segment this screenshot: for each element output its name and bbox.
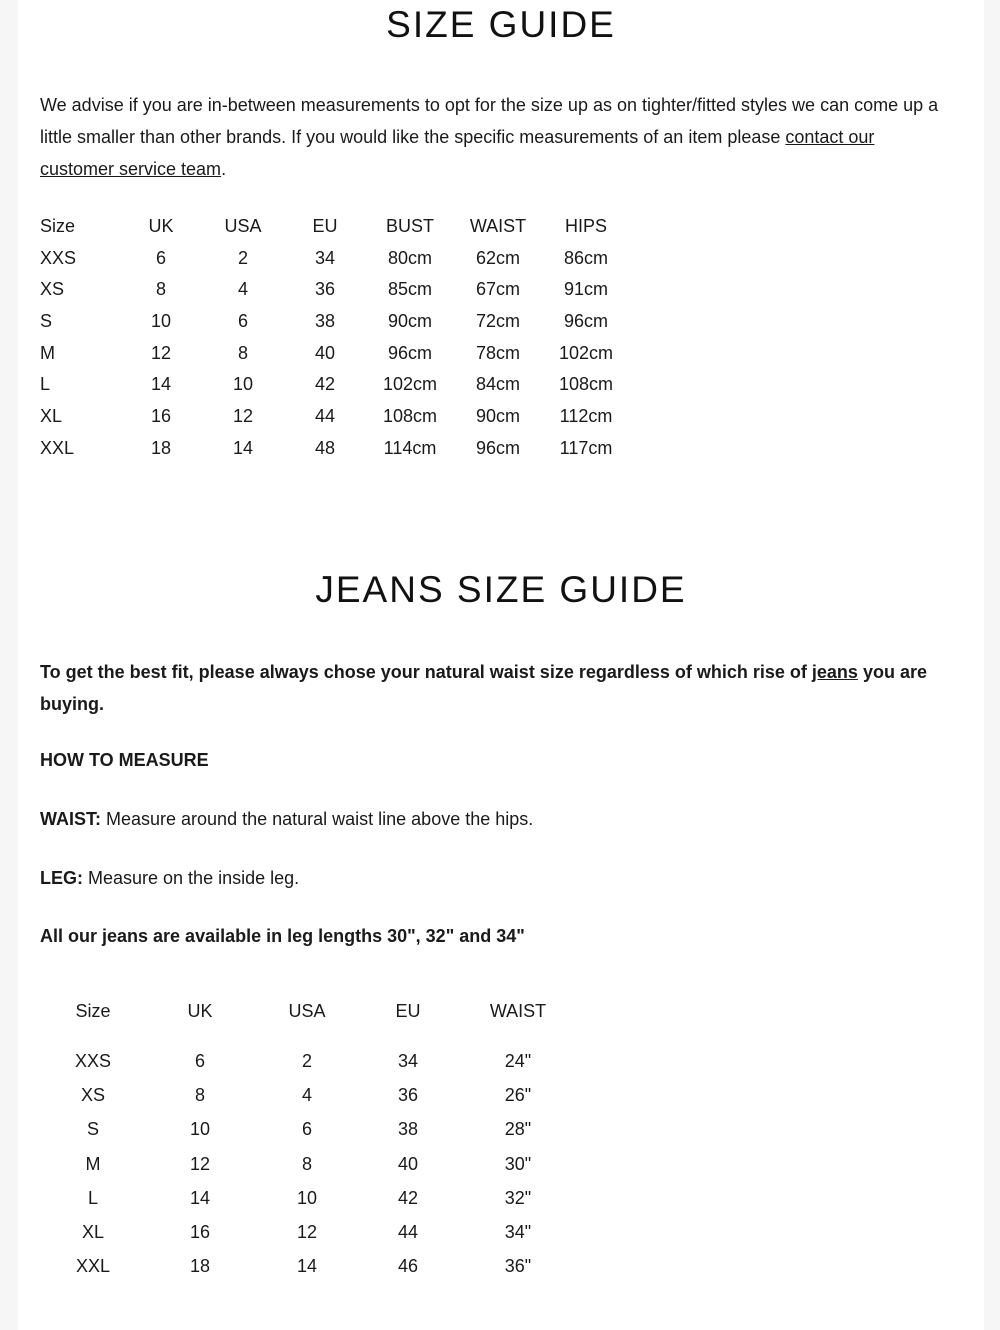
leg-label: LEG: — [40, 868, 83, 888]
table-cell: 42 — [314, 374, 336, 395]
table-cell: 72cm — [475, 311, 520, 332]
table-cell: 4 — [301, 1085, 312, 1106]
table-header-row — [40, 211, 640, 243]
column-header: EU — [312, 216, 338, 236]
table-row — [58, 1078, 562, 1112]
table-cell: 86cm — [563, 247, 608, 268]
table-cell: 16 — [150, 406, 172, 427]
jeans-intro-text-end: you are buying. — [40, 662, 927, 714]
table-cell: 112cm — [559, 406, 613, 427]
table-cell: 34 — [314, 247, 336, 268]
page-title: SIZE GUIDE — [386, 4, 616, 45]
table-cell: 26" — [504, 1085, 532, 1106]
leg-lengths-note: All our jeans are available in leg lengths 30", 32" and 34" — [40, 926, 525, 946]
table-cell: 108cm — [558, 374, 614, 395]
column-header: USA — [224, 216, 262, 236]
table-cell: 8 — [155, 279, 166, 300]
table-cell: 91cm — [563, 279, 608, 300]
table-cell: XL — [40, 406, 63, 427]
jeans-link[interactable]: jeans — [811, 662, 858, 682]
table-cell: 117cm — [559, 437, 613, 458]
jeans-intro-text: To get the best fit, please always chose your natural waist size regardless of which rise of — [40, 662, 812, 682]
table-cell: 4 — [237, 279, 248, 300]
waist-label: WAIST: — [40, 809, 101, 829]
table-cell: 12 — [232, 406, 254, 427]
column-header: BUST — [385, 216, 434, 236]
table-cell: 18 — [189, 1256, 211, 1277]
table-cell: 108cm — [382, 406, 438, 427]
table-row — [40, 433, 640, 465]
intro-end: . — [221, 159, 227, 179]
table-cell: 34" — [504, 1221, 532, 1242]
leg-text: Measure on the inside leg. — [83, 868, 300, 888]
column-header: HIPS — [564, 216, 607, 236]
table-cell: 10 — [296, 1187, 318, 1208]
table-cell: 10 — [232, 374, 254, 395]
table-cell: XXL — [40, 437, 75, 458]
table-cell: XS — [80, 1085, 105, 1106]
table-cell: 44 — [314, 406, 336, 427]
table-cell: 6 — [237, 311, 248, 332]
table-cell: 90cm — [387, 311, 432, 332]
jeans-intro — [40, 656, 945, 720]
table-cell: 84cm — [475, 374, 520, 395]
table-cell: 78cm — [475, 342, 520, 363]
table-cell: 30" — [504, 1153, 532, 1174]
table-cell: L — [87, 1187, 98, 1208]
column-header: USA — [288, 1001, 326, 1021]
column-header: WAIST — [469, 216, 527, 236]
table-cell: 8 — [301, 1153, 312, 1174]
table-cell: 12 — [150, 342, 172, 363]
table-cell: XXS — [40, 247, 77, 268]
table-cell: 42 — [397, 1187, 419, 1208]
table-row — [58, 1044, 562, 1078]
table-row — [58, 1147, 562, 1181]
table-cell: 40 — [314, 342, 336, 363]
table-header-row — [58, 994, 562, 1044]
table-cell: 2 — [237, 247, 248, 268]
jeans-size-guide-title: JEANS SIZE GUIDE — [315, 569, 687, 610]
table-row — [58, 1215, 562, 1249]
column-header: Size — [75, 1001, 111, 1021]
table-cell: 8 — [237, 342, 248, 363]
table-cell: 14 — [232, 437, 254, 458]
how-to-measure-heading: HOW TO MEASURE — [40, 750, 209, 770]
table-cell: 46 — [397, 1256, 419, 1277]
table-cell: 28" — [504, 1119, 532, 1140]
table-cell: 102cm — [382, 374, 438, 395]
table-cell: XS — [40, 279, 65, 300]
table-cell: XXL — [75, 1256, 111, 1277]
table-cell: L — [40, 374, 51, 395]
table-row — [58, 1112, 562, 1146]
table-cell: 38 — [397, 1119, 419, 1140]
column-header: EU — [395, 1001, 421, 1021]
table-cell: 14 — [296, 1256, 318, 1277]
table-cell: 6 — [155, 247, 166, 268]
table-row — [40, 274, 640, 306]
table-cell: 96cm — [563, 311, 608, 332]
table-cell: 10 — [189, 1119, 211, 1140]
table-cell: 12 — [189, 1153, 211, 1174]
table-cell: 36 — [397, 1085, 419, 1106]
column-header: UK — [148, 216, 174, 236]
table-cell: 34 — [397, 1051, 419, 1071]
table-cell: 14 — [189, 1187, 211, 1208]
table-cell: 38 — [314, 311, 336, 332]
table-cell: XL — [81, 1221, 105, 1242]
table-cell: 80cm — [387, 247, 432, 268]
table-cell: 18 — [150, 437, 172, 458]
table-cell: 6 — [301, 1119, 312, 1140]
table-cell: 32" — [504, 1187, 532, 1208]
table-row — [40, 401, 640, 433]
jeans-size-table — [58, 994, 562, 1283]
column-header: UK — [187, 1001, 213, 1021]
table-row — [40, 369, 640, 401]
table-cell: 36" — [504, 1256, 532, 1277]
table-row — [58, 1181, 562, 1215]
table-cell: 102cm — [558, 342, 614, 363]
size-guide-intro — [40, 89, 950, 185]
table-row — [40, 306, 640, 338]
size-table — [40, 211, 640, 465]
table-cell: M — [40, 342, 55, 363]
table-cell: S — [86, 1119, 99, 1140]
page-content — [18, 0, 984, 1330]
table-cell: M — [85, 1153, 101, 1174]
table-row — [40, 338, 640, 370]
column-header: Size — [40, 216, 76, 236]
table-cell: 96cm — [475, 437, 520, 458]
intro-text: We advise if you are in-between measurements to opt for the size up as on tighter/fitted styles we can come up a little smaller than other brands. If you would like the specific measurements of an item please — [40, 95, 939, 147]
table-cell: 67cm — [475, 279, 520, 300]
table-row — [40, 243, 640, 275]
contact-customer-service-link[interactable]: contact our customer service team — [40, 127, 875, 179]
table-cell: 36 — [314, 279, 336, 300]
table-cell: 40 — [397, 1153, 419, 1174]
table-cell: 6 — [194, 1051, 205, 1071]
waist-text: Measure around the natural waist line above the hips. — [101, 809, 534, 829]
table-cell: 90cm — [475, 406, 520, 427]
table-cell: 14 — [150, 374, 172, 395]
table-cell: 12 — [296, 1221, 318, 1242]
table-cell: 48 — [314, 437, 336, 458]
table-cell: 96cm — [387, 342, 432, 363]
table-cell: 114cm — [383, 437, 437, 458]
table-cell: 24" — [504, 1051, 532, 1071]
table-cell: S — [40, 311, 53, 332]
table-cell: 8 — [194, 1085, 205, 1106]
table-row — [58, 1249, 562, 1283]
table-cell: 2 — [301, 1051, 312, 1071]
table-cell: 85cm — [387, 279, 432, 300]
column-header: WAIST — [489, 1001, 547, 1021]
leg-instruction — [40, 862, 299, 894]
table-cell: 44 — [397, 1221, 419, 1242]
table-cell: 62cm — [475, 247, 520, 268]
table-cell: XXS — [74, 1051, 112, 1071]
waist-instruction — [40, 803, 533, 835]
table-cell: 10 — [150, 311, 172, 332]
table-cell: 16 — [189, 1221, 211, 1242]
